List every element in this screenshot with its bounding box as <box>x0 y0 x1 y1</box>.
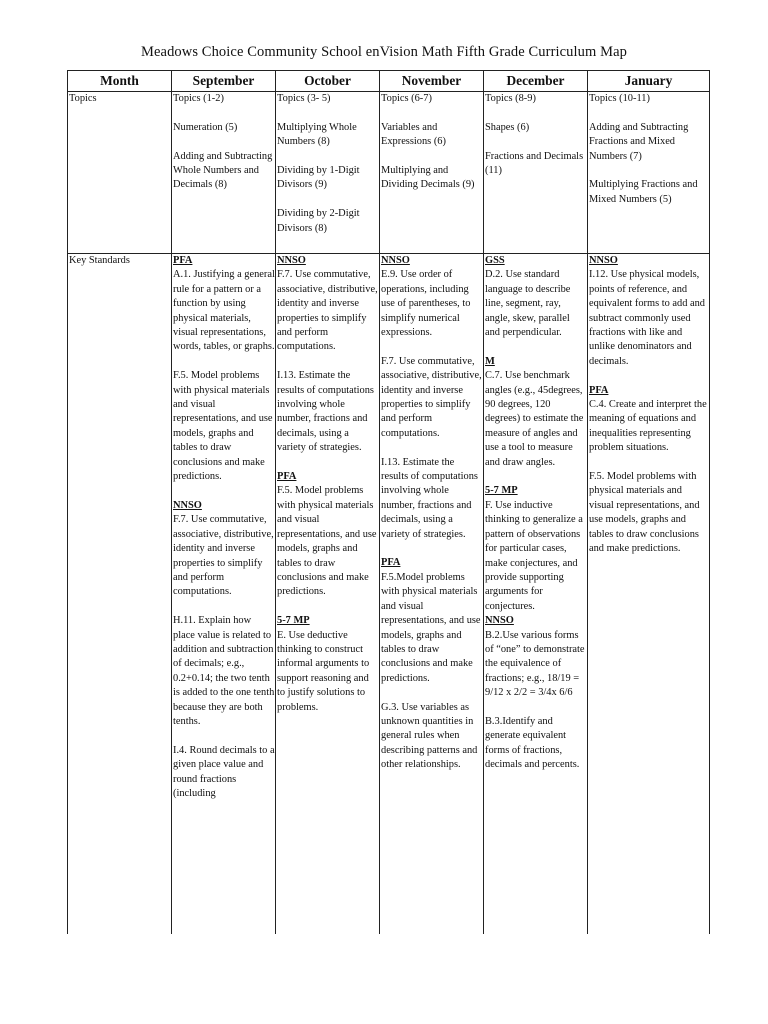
standard-text: I.13. Estimate the results of computations involving whole number, fractions and decimals, using a variety of strategies. <box>381 456 478 540</box>
standards-cell-november <box>380 254 484 935</box>
standard-text: D.2. Use standard language to describe line, segment, ray, angle, skew, parallel and perpendicular. <box>485 269 571 339</box>
topic-item: Multiplying and Dividing Decimals (9) <box>381 165 475 191</box>
topics-cell-october <box>276 92 380 254</box>
standard-text: F.7. Use commutative, associative, distributive, identity and inverse properties to simplify and perform computations. <box>277 269 378 353</box>
topics-heading: Topics (10-11) <box>589 93 650 104</box>
column-header-december: December <box>484 71 588 92</box>
row-label-topics: Topics <box>68 92 172 254</box>
key-standards-row <box>68 254 710 935</box>
topic-item: Multiplying Fractions and Mixed Numbers (5) <box>589 179 698 205</box>
topic-item: Shapes (6) <box>485 121 530 133</box>
topic-item: Variables and Expressions (6) <box>381 121 446 148</box>
topic-item: Dividing by 2-Digit Divisors (8) <box>277 208 360 234</box>
standard-text: F.5. Model problems with physical materials and visual representations, and use models, graphs and tables to draw conclusions and make predictions. <box>173 370 273 483</box>
topic-item: Fractions and Decimals (11) <box>485 150 584 176</box>
topic-item: Adding and Subtracting Fractions and Mixed Numbers (7) <box>589 121 689 162</box>
standards-cell-december <box>484 254 588 935</box>
topics-heading: Topics (3- 5) <box>277 93 331 104</box>
column-header-october: October <box>276 71 380 92</box>
column-header-november: November <box>380 71 484 92</box>
page-title: Meadows Choice Community School enVision Math Fifth Grade Curriculum Map <box>141 44 627 60</box>
standards-cell-january <box>588 254 710 935</box>
standard-text: F.5. Model problems with physical materials and visual representations, and use models, graphs and tables to draw conclusions and make predictions. <box>277 485 377 598</box>
row-label-key-standards <box>68 254 172 935</box>
topics-heading: Topics (1-2) <box>173 93 224 104</box>
standard-text: F. Use inductive thinking to generalize a pattern of observations for particular cases, make conjectures, and provide supporting arguments for conjectures. <box>485 499 583 612</box>
topics-row <box>68 92 710 254</box>
curriculum-map-table <box>67 70 710 934</box>
header-row <box>68 71 710 92</box>
standard-text: E.9. Use order of operations, including use of parentheses, to simplify numerical expressions. <box>381 269 471 339</box>
standard-strand-code: PFA <box>589 384 609 396</box>
standard-text: F.5. Model problems with physical materials and visual representations, and use models, graphs and tables to draw conclusions and make predictions. <box>589 471 700 555</box>
topic-item: Multiplying Whole Numbers (8) <box>277 121 357 148</box>
standard-text: I.13. Estimate the results of computations involving whole number, fractions and decimals, using a variety of strategies. <box>277 370 374 454</box>
standard-text: I.4. Round decimals to a given place value and round fractions (including <box>173 744 275 799</box>
standard-strand-code: NNSO <box>173 499 202 511</box>
standard-strand-code: PFA <box>277 471 297 483</box>
standard-strand-code: 5-7 MP <box>485 485 518 497</box>
standard-text: E. Use deductive thinking to construct informal arguments to support reasoning and to justify solutions to problems. <box>277 629 370 713</box>
standard-strand-code: M <box>485 355 495 367</box>
standard-text: B.3.Identify and generate equivalent forms of fractions, decimals and percents. <box>485 715 580 771</box>
topic-item: Numeration (5) <box>173 121 238 133</box>
column-header-month: Month <box>68 71 172 92</box>
standard-strand-code: NNSO <box>485 615 514 627</box>
topics-heading: Topics (6-7) <box>381 93 432 104</box>
column-header-september: September <box>172 71 276 92</box>
standard-text: G.3. Use variables as unknown quantities in general rules when describing patterns and other relationships. <box>381 701 478 771</box>
standard-strand-code: PFA <box>173 255 193 266</box>
standard-strand-code: NNSO <box>589 255 618 266</box>
standards-cell-october <box>276 254 380 935</box>
topics-heading: Topics (8-9) <box>485 93 536 104</box>
standard-text: F.7. Use commutative, associative, distributive, identity and inverse properties to simplify and perform computations. <box>381 355 482 439</box>
standard-strand-code: GSS <box>485 255 505 266</box>
standard-text: F.7. Use commutative, associative, distributive, identity and inverse properties to simplify and perform computations. <box>173 514 274 598</box>
standards-cell-september <box>172 254 276 935</box>
standard-strand-code: PFA <box>381 557 401 569</box>
standard-strand-code: NNSO <box>277 255 306 266</box>
standard-text: C.4. Create and interpret the meaning of equations and inequalities representing problem situations. <box>589 399 707 454</box>
topics-cell-december <box>484 92 588 254</box>
standard-text: H.11. Explain how place value is related to addition and subtraction of decimals; e.g., 0.2+0.14; the two tenth is added to the one tenth because they are both tenths. <box>173 615 275 727</box>
topics-cell-january <box>588 92 710 254</box>
column-header-january: January <box>588 71 710 92</box>
standard-text: I.12. Use physical models, points of reference, and equivalent forms to add and subtract commonly used fractions with like and unlike denominators and decimals. <box>589 269 705 367</box>
standard-strand-code: 5-7 MP <box>277 615 310 627</box>
topic-item: Adding and Subtracting Whole Numbers and Decimals (8) <box>173 150 273 191</box>
standard-text: B.2.Use various forms of “one” to demonstrate the equivalence of fractions; e.g., 18/19 = 9/12 x 2/2 = 3/4x 6/6 <box>485 629 585 699</box>
standard-text: F.5.Model problems with physical materials and visual representations, and use models, graphs and tables to draw conclusions and make predictions. <box>381 571 481 684</box>
topics-cell-november <box>380 92 484 254</box>
standard-text: A.1. Justifying a general rule for a pattern or a function by using physical materials, visual representations, words, tables, or graphs. <box>173 269 275 353</box>
topic-item: Dividing by 1-Digit Divisors (9) <box>277 165 360 191</box>
standard-strand-code: NNSO <box>381 255 410 266</box>
row-label-text: Key Standards <box>69 255 130 266</box>
standard-text: C.7. Use benchmark angles (e.g., 45degrees, 90 degrees, 120 degrees) to estimate the measure of angles and use a tool to measure and draw angles. <box>485 370 584 468</box>
topics-cell-september <box>172 92 276 254</box>
